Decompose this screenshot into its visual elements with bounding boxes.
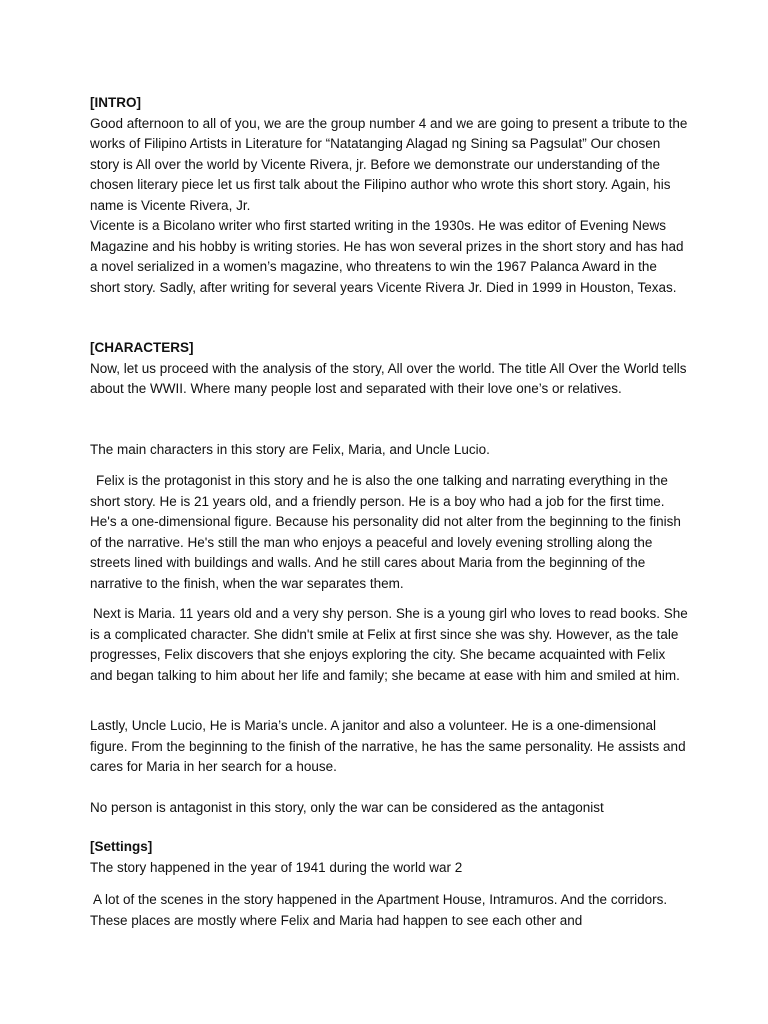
characters-section [90, 338, 690, 400]
intro-heading: [INTRO] [90, 95, 141, 110]
intro-paragraph-1: Good afternoon to all of you, we are the group number 4 and we are going to present a tribute to the works of Filipino Artists in Literature for “Natatanging Alagad ng Sining sa Pagsulat” Our chosen story is All over the world by Vicente Rivera, jr. Before we demonstrate our understanding of the chosen literary piece let us first talk about the Filipino author who wrote this short story. Again, his name is Vicente Rivera, Jr. [90, 115, 688, 213]
characters-paragraph-1: Now, let us proceed with the analysis of the story, All over the world. The title All Over the World tells about the WWII. Where many people lost and separated with their love one’s or relatives. [90, 360, 687, 396]
antagonist-paragraph: No person is antagonist in this story, only the war can be considered as the antagonist [90, 800, 604, 815]
settings-paragraph-2: A lot of the scenes in the story happened in the Apartment House, Intramuros. And the corridors. These places are mostly where Felix and Maria had happen to see each other and [90, 892, 668, 928]
characters-heading: [CHARACTERS] [90, 340, 194, 355]
felix-paragraph: Felix is the protagonist in this story and he is also the one talking and narrating everything in the short story. He is 21 years old, and a friendly person. He is a boy who had a job for the first time. He's a one-dimensional figure. Because his personality did not alter from the beginning to the finish of the narrative. He's still the man who enjoys a peaceful and lovely evening strolling along the streets lined with buildings and walls. And he still cares about Maria from the beginning of the narrative to the finish, when the war separates them. [90, 473, 681, 591]
felix-paragraph-block [90, 471, 690, 594]
lucio-paragraph: Lastly, Uncle Lucio, He is Maria’s uncle. A janitor and also a volunteer. He is a one-dimensional figure. From the beginning to the finish of the narrative, he has the same personality. He assists and cares for Maria in her search for a house. [90, 718, 686, 774]
maria-paragraph: Next is Maria. 11 years old and a very shy person. She is a young girl who loves to read books. She is a complicated character. She didn't smile at Felix at first since she was shy. However, as the tale progresses, Felix discovers that she enjoys exploring the city. She became acquainted with Felix and began talking to him about her life and family; she became at ease with him and smiled at him. [90, 606, 688, 683]
antagonist-paragraph-block [90, 798, 690, 819]
lucio-paragraph-block [90, 716, 690, 778]
main-characters-paragraph: The main characters in this story are Felix, Maria, and Uncle Lucio. [90, 442, 490, 457]
main-characters-paragraph-block [90, 440, 690, 461]
maria-paragraph-block [90, 604, 690, 686]
intro-section [90, 93, 690, 298]
settings-section [90, 837, 690, 878]
settings-heading: [Settings] [90, 839, 153, 854]
intro-paragraph-2: Vicente is a Bicolano writer who first started writing in the 1930s. He was editor of Evening News Magazine and his hobby is writing stories. He has won several prizes in the short story and has had a novel serialized in a women’s magazine, who threatens to win the 1967 Palanca Award in the short story. Sadly, after writing for several years Vicente Rivera Jr. Died in 1999 in Houston, Texas. [90, 218, 684, 295]
settings-paragraph-1: The story happened in the year of 1941 during the world war 2 [90, 859, 463, 875]
settings-paragraph-2-block [90, 890, 690, 931]
